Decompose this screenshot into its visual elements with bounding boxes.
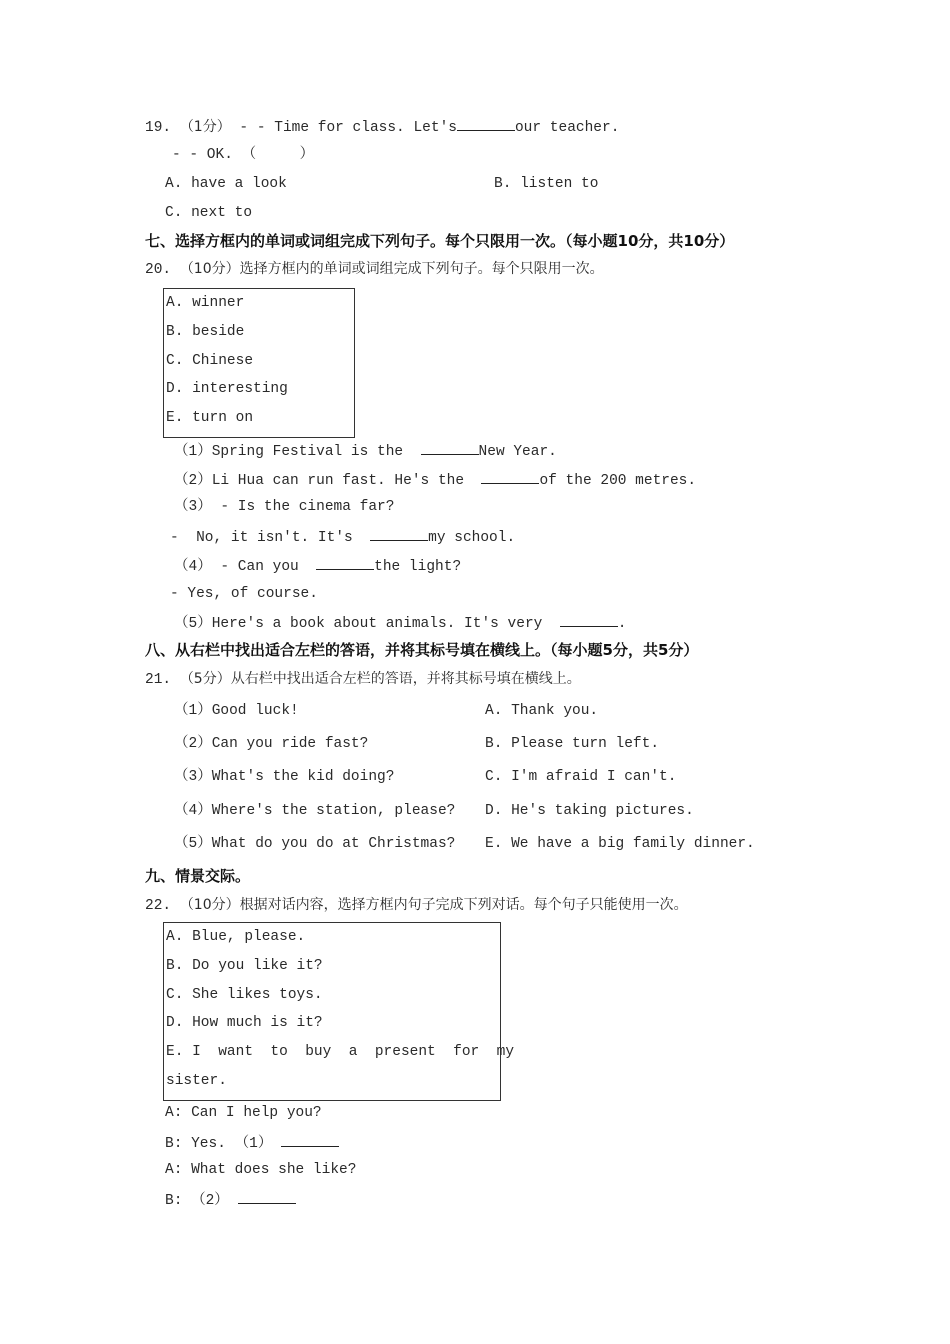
- dialogue-text: B: （2）: [165, 1193, 238, 1209]
- sentence-text: .: [617, 616, 627, 632]
- dialogue-line: [165, 1190, 296, 1210]
- q20-sentence-1: [174, 441, 557, 461]
- answer-blank[interactable]: [238, 1190, 296, 1204]
- match-left-item: （1）Good luck!: [174, 703, 299, 719]
- word-bank-item: B. beside: [166, 324, 245, 340]
- sentence-bank-item: E. I want to buy a present for my: [166, 1044, 515, 1060]
- match-right-item: D. He's taking pictures.: [485, 803, 694, 819]
- question-instruction: （10分）根据对话内容，选择方框内句子完成下列对话。每个句子只能使用一次。: [179, 897, 688, 913]
- answer-blank[interactable]: [481, 470, 539, 484]
- q20-sentence-4-reply: - Yes, of course.: [170, 586, 318, 602]
- sentence-bank-item: A. Blue, please.: [166, 929, 306, 945]
- section-8-heading: 八、从右栏中找出适合左栏的答语，并将其标号填在横线上。（每小题5分，共5分）: [145, 641, 699, 659]
- sentence-text: the light?: [374, 559, 462, 575]
- q19-option-a[interactable]: A. have a look: [165, 176, 287, 192]
- match-right-item: E. We have a big family dinner.: [485, 836, 755, 852]
- sentence-text: （4） - Can you: [174, 559, 317, 575]
- sentence-text: - No, it isn't. It's: [170, 530, 371, 546]
- q20-sentence-3: （3） - Is the cinema far?: [174, 499, 395, 515]
- sentence-bank-item: D. How much is it?: [166, 1015, 323, 1031]
- sentence-text: （1）Spring Festival is the: [174, 444, 421, 460]
- sentence-bank-item: C. She likes toys.: [166, 987, 323, 1003]
- match-right-item: C. I'm afraid I can't.: [485, 769, 677, 785]
- sentence-text: of the 200 metres.: [539, 473, 697, 489]
- answer-blank[interactable]: [370, 527, 428, 541]
- dialogue-line: A: Can I help you?: [165, 1105, 322, 1121]
- answer-blank[interactable]: [421, 441, 479, 455]
- dialogue-text: B: Yes. （1）: [165, 1136, 282, 1152]
- q19-text-a: - - Time for class. Let's: [230, 120, 457, 136]
- match-left-item: （5）What do you do at Christmas?: [174, 836, 456, 852]
- question-number: 20.: [145, 262, 180, 278]
- q20-sentence-2: [174, 470, 696, 490]
- q20-stem: [145, 260, 604, 279]
- q19-text-b: our teacher.: [514, 120, 620, 136]
- q20-sentence-3-reply: [170, 527, 515, 547]
- match-right-item: A. Thank you.: [485, 703, 599, 719]
- sentence-bank-item-continued: sister.: [166, 1073, 227, 1089]
- sentence-bank-item: B. Do you like it?: [166, 958, 323, 974]
- q20-sentence-4: [174, 556, 461, 576]
- word-bank-item: E. turn on: [166, 410, 254, 426]
- sentence-text: （2）Li Hua can run fast. He's the: [174, 473, 482, 489]
- question-number: 21.: [145, 672, 180, 688]
- q19-option-c[interactable]: C. next to: [165, 205, 253, 221]
- question-instruction: （5分）从右栏中找出适合左栏的答语，并将其标号填在横线上。: [179, 671, 581, 687]
- sentence-text: my school.: [428, 530, 516, 546]
- word-bank-item: C. Chinese: [166, 353, 254, 369]
- q19-option-b[interactable]: B. listen to: [494, 176, 599, 192]
- question-score: （1分）: [179, 119, 231, 135]
- question-number: 22.: [145, 898, 180, 914]
- match-right-item: B. Please turn left.: [485, 736, 660, 752]
- section-9-heading: 九、情景交际。: [145, 867, 251, 885]
- q22-stem: [145, 896, 688, 915]
- answer-blank[interactable]: [316, 556, 374, 570]
- sentence-text: （5）Here's a book about animals. It's very: [174, 616, 560, 632]
- q19-response: - - OK. （ ）: [172, 147, 315, 163]
- dialogue-line: A: What does she like?: [165, 1162, 357, 1178]
- match-left-item: （2）Can you ride fast?: [174, 736, 369, 752]
- answer-blank[interactable]: [281, 1133, 339, 1147]
- word-bank-item: D. interesting: [166, 381, 288, 397]
- sentence-text: New Year.: [478, 444, 557, 460]
- match-left-item: （3）What's the kid doing?: [174, 769, 395, 785]
- q19-stem: [145, 117, 619, 137]
- answer-blank[interactable]: [560, 613, 618, 627]
- section-7-heading: 七、选择方框内的单词或词组完成下列句子。每个只限用一次。（每小题10分，共10分）: [145, 232, 735, 250]
- question-number: 19.: [145, 120, 180, 136]
- question-instruction: （10分）选择方框内的单词或词组完成下列句子。每个只限用一次。: [179, 261, 604, 277]
- q20-sentence-5: [174, 613, 626, 633]
- word-bank-item: A. winner: [166, 295, 245, 311]
- dialogue-line: [165, 1133, 339, 1153]
- match-left-item: （4）Where's the station, please?: [174, 803, 456, 819]
- answer-blank[interactable]: [457, 117, 515, 131]
- q21-stem: [145, 670, 581, 689]
